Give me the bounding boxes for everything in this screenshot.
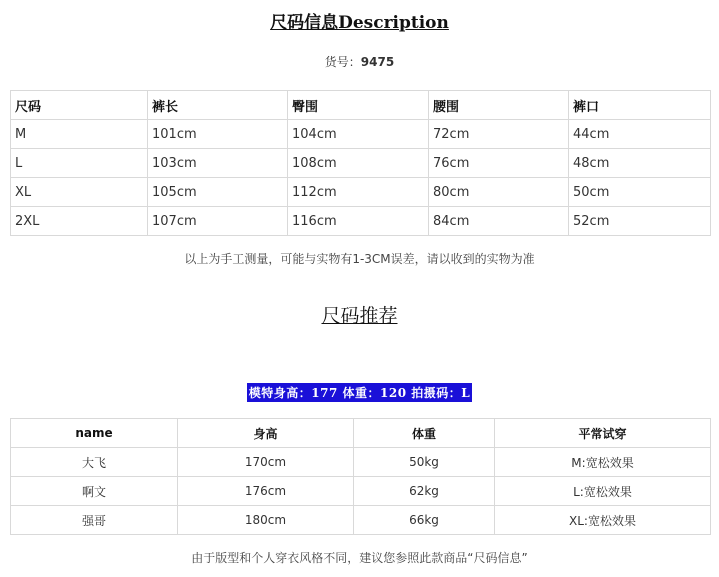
table-cell: 76cm xyxy=(429,149,569,178)
table-cell: 176cm xyxy=(178,477,354,506)
size-table xyxy=(10,90,711,236)
recommendation-table-header xyxy=(11,419,711,448)
table-row xyxy=(11,178,711,207)
rec-header-cell: 平常试穿 xyxy=(495,419,711,448)
table-row xyxy=(11,120,711,149)
model-info-text: 模特身高：177 体重：120 拍摄码：L xyxy=(247,383,472,402)
table-cell: M xyxy=(11,120,148,149)
table-cell: 105cm xyxy=(148,178,288,207)
table-cell: L xyxy=(11,149,148,178)
table-cell: 50cm xyxy=(569,178,711,207)
table-cell: 101cm xyxy=(148,120,288,149)
table-cell: 180cm xyxy=(178,506,354,535)
size-recommendation-title: 尺码推荐 xyxy=(321,305,398,327)
table-cell: M:宽松效果 xyxy=(495,448,711,477)
table-row xyxy=(11,506,711,535)
table-row xyxy=(11,207,711,236)
size-header-cell: 臀围 xyxy=(288,91,429,120)
recommendation-table xyxy=(10,418,711,535)
table-cell: 50kg xyxy=(354,448,495,477)
table-cell: 103cm xyxy=(148,149,288,178)
table-cell: 2XL xyxy=(11,207,148,236)
size-table-header xyxy=(11,91,711,120)
table-cell: 52cm xyxy=(569,207,711,236)
table-cell: 107cm xyxy=(148,207,288,236)
size-header-cell: 裤口 xyxy=(569,91,711,120)
table-cell: 66kg xyxy=(354,506,495,535)
table-row xyxy=(11,149,711,178)
table-cell: 116cm xyxy=(288,207,429,236)
table-cell: 48cm xyxy=(569,149,711,178)
size-header-cell: 尺码 xyxy=(11,91,148,120)
size-header-cell: 裤长 xyxy=(148,91,288,120)
table-cell: 112cm xyxy=(288,178,429,207)
rec-header-cell: 体重 xyxy=(354,419,495,448)
item-number-label: 货号： xyxy=(324,55,361,69)
rec-header-cell: name xyxy=(11,419,178,448)
item-number-value: 9475 xyxy=(360,55,395,69)
table-row xyxy=(11,477,711,506)
table-cell: XL xyxy=(11,178,148,207)
table-cell: L:宽松效果 xyxy=(495,477,711,506)
table-cell: XL:宽松效果 xyxy=(495,506,711,535)
table-cell: 170cm xyxy=(178,448,354,477)
table-cell: 72cm xyxy=(429,120,569,149)
table-cell: 44cm xyxy=(569,120,711,149)
table-cell: 80cm xyxy=(429,178,569,207)
recommendation-note: 由于版型和个人穿衣风格不同，建议您参照此款商品“尺码信息” xyxy=(191,551,528,565)
table-row xyxy=(11,448,711,477)
table-cell: 啊文 xyxy=(11,477,178,506)
table-cell: 强哥 xyxy=(11,506,178,535)
rec-header-cell: 身高 xyxy=(178,419,354,448)
size-info-title: 尺码信息Description xyxy=(270,13,449,33)
item-number xyxy=(0,53,719,70)
table-cell: 大飞 xyxy=(11,448,178,477)
table-cell: 108cm xyxy=(288,149,429,178)
table-cell: 62kg xyxy=(354,477,495,506)
size-header-cell: 腰围 xyxy=(429,91,569,120)
table-cell: 104cm xyxy=(288,120,429,149)
table-cell: 84cm xyxy=(429,207,569,236)
measurement-note: 以上为手工测量，可能与实物有1-3CM误差，请以收到的实物为准 xyxy=(184,252,535,266)
model-info-banner xyxy=(0,382,719,402)
